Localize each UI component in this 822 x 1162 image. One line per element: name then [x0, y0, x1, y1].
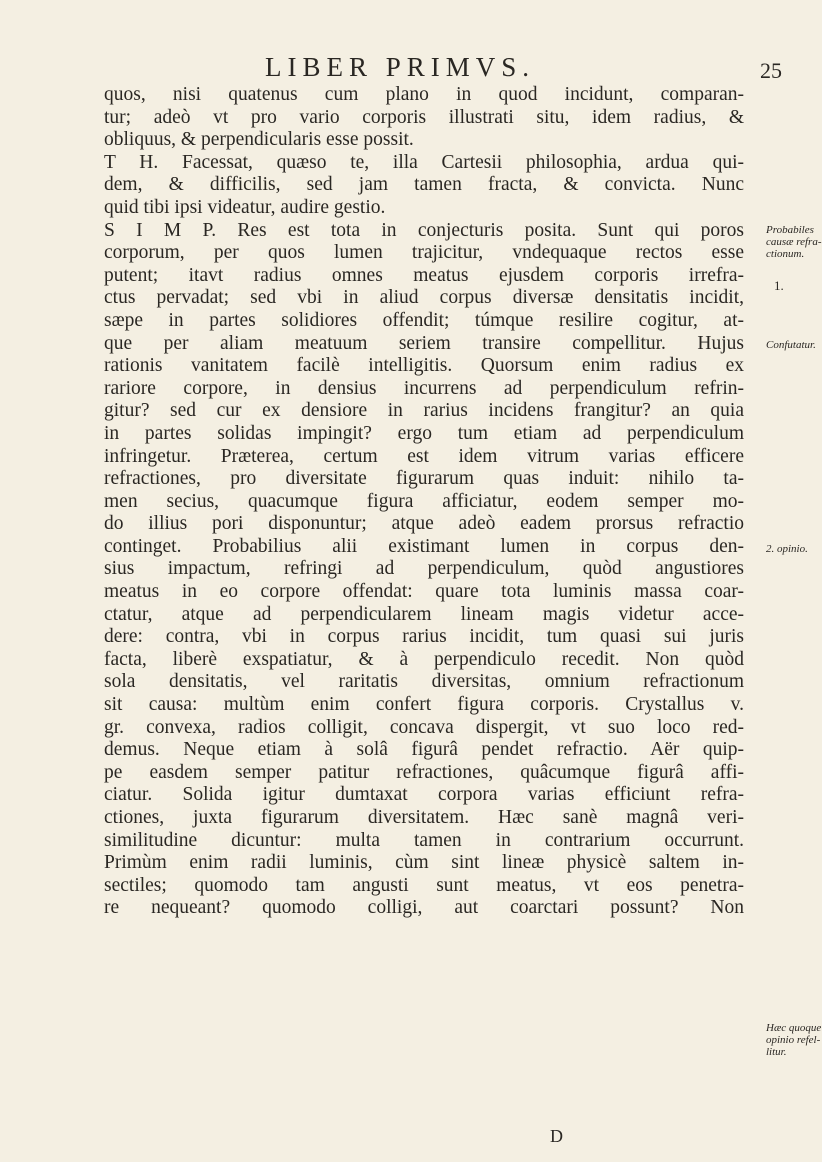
text-line: in partes solidas impingit? ergo tum etiam ad perpendiculum [104, 422, 744, 444]
margin-note-line: Hæc quoque [766, 1022, 822, 1034]
text-line: continget. Probabilius alii existimant lumen in corpus den- [104, 535, 744, 557]
text-line: ctatur, atque ad perpendicularem lineam magis videtur acce- [104, 603, 744, 625]
margin-note-line: Probabiles [766, 224, 814, 236]
signature-mark: D [550, 1126, 563, 1146]
text-line: meatus in eo corpore offendat: quare tota luminis massa coar- [104, 581, 744, 603]
text-line: sit causa: multùm enim confert figura corporis. Crystallus v. [104, 694, 744, 716]
text-line: rariore corpore, in densius incurrens ad perpendiculum refrin- [104, 377, 744, 399]
text-line: refractiones, pro diversitate figurarum quas induit: nihilo ta- [104, 468, 744, 490]
text-line: ciatur. Solida igitur dumtaxat corpora varias efficiunt refra- [104, 784, 744, 806]
text-line: sectiles; quomodo tam angusti sunt meatus, vt eos penetra- [104, 874, 744, 896]
text-line: re nequeant? quomodo colligi, aut coarctari possunt? Non [104, 897, 744, 919]
text-line: similitudine dicuntur: multa tamen in contrarium occurrunt. [104, 829, 744, 851]
margin-note-refellitur [766, 1022, 822, 1058]
text-line: infringetur. Præterea, certum est idem vitrum varias efficere [104, 445, 744, 467]
margin-note-line: litur. [766, 1046, 787, 1058]
text-line: sæpe in partes solidiores offendit; túmque resilire cogitur, at- [104, 309, 744, 331]
text-line: do illius pori disponuntur; atque adeò eadem prorsus refractio [104, 513, 744, 535]
text-line: gr. convexa, radios colligit, concava dispergit, vt suo loco red- [104, 716, 744, 738]
margin-note-number: 1. [774, 278, 784, 293]
text-line: obliquus, & perpendicularis esse possit. [104, 129, 414, 151]
text-line: dere: contra, vbi in corpus rarius incidit, tum quasi sui juris [104, 626, 744, 648]
text-line: putent; itavt radius omnes meatus ejusdem corporis irrefra- [104, 264, 744, 286]
body-text [104, 84, 744, 920]
text-line: corporum, per quos lumen trajicitur, vndequaque rectos esse [104, 242, 744, 264]
text-line: sola densitatis, vel raritatis diversitas, omnium refractionum [104, 671, 744, 693]
margin-note-line: causæ refra- [766, 236, 822, 248]
text-line: men secius, quacumque figura afficiatur, eodem semper mo- [104, 490, 744, 512]
text-line: ctiones, juxta figurarum diversitatem. Hæc sanè magnâ veri- [104, 807, 744, 828]
text-line: S I M P. Res est tota in conjecturis posita. Sunt qui poros [104, 219, 744, 241]
text-line: facta, liberè exspatiatur, & à perpendiculo recedit. Non quòd [104, 648, 744, 670]
text-line: sius impactum, refringi ad perpendiculum, quòd angustiores [104, 558, 744, 580]
text-line: gitur? sed cur ex densiore in rarius incidens frangitur? an quia [104, 400, 744, 422]
text-line: dem, & difficilis, sed jam tamen fracta, & convicta. Nunc [104, 174, 744, 196]
running-head: LIBER PRIMVS. [264, 52, 536, 82]
text-line: T H. Facessat, quæso te, illa Cartesii philosophia, ardua qui- [104, 151, 744, 173]
margin-note-probabiles [766, 224, 822, 260]
text-line: quid tibi ipsi videatur, audire gestio. [104, 196, 386, 218]
text-line: que per aliam meatuum seriem transire compellitur. Hujus [104, 332, 744, 354]
margin-note-opinio: 2. opinio. [766, 543, 808, 555]
text-line: pe easdem semper patitur refractiones, quâcumque figurâ affi- [104, 761, 744, 783]
text-line: ctus pervadat; sed vbi in aliud corpus diversæ densitatis incidit, [104, 287, 744, 309]
text-line: demus. Neque etiam à solâ figurâ pendet refractio. Aër quip- [104, 739, 744, 761]
text-line: tur; adeò vt pro vario corporis illustrati situ, idem radius, & [104, 106, 744, 128]
text-line: quos, nisi quatenus cum plano in quod incidunt, comparan- [104, 84, 744, 105]
margin-note-line: opinio refel- [766, 1034, 821, 1046]
margin-note-confutatur: Confutatur. [766, 339, 816, 351]
page-number: 25 [760, 58, 782, 83]
margin-note-line: ctionum. [766, 248, 805, 260]
text-line: rationis vanitatem facilè intelligitis. Quorsum enim radius ex [104, 355, 744, 377]
text-line: Primùm enim radii luminis, cùm sint lineæ physicè saltem in- [104, 852, 744, 874]
